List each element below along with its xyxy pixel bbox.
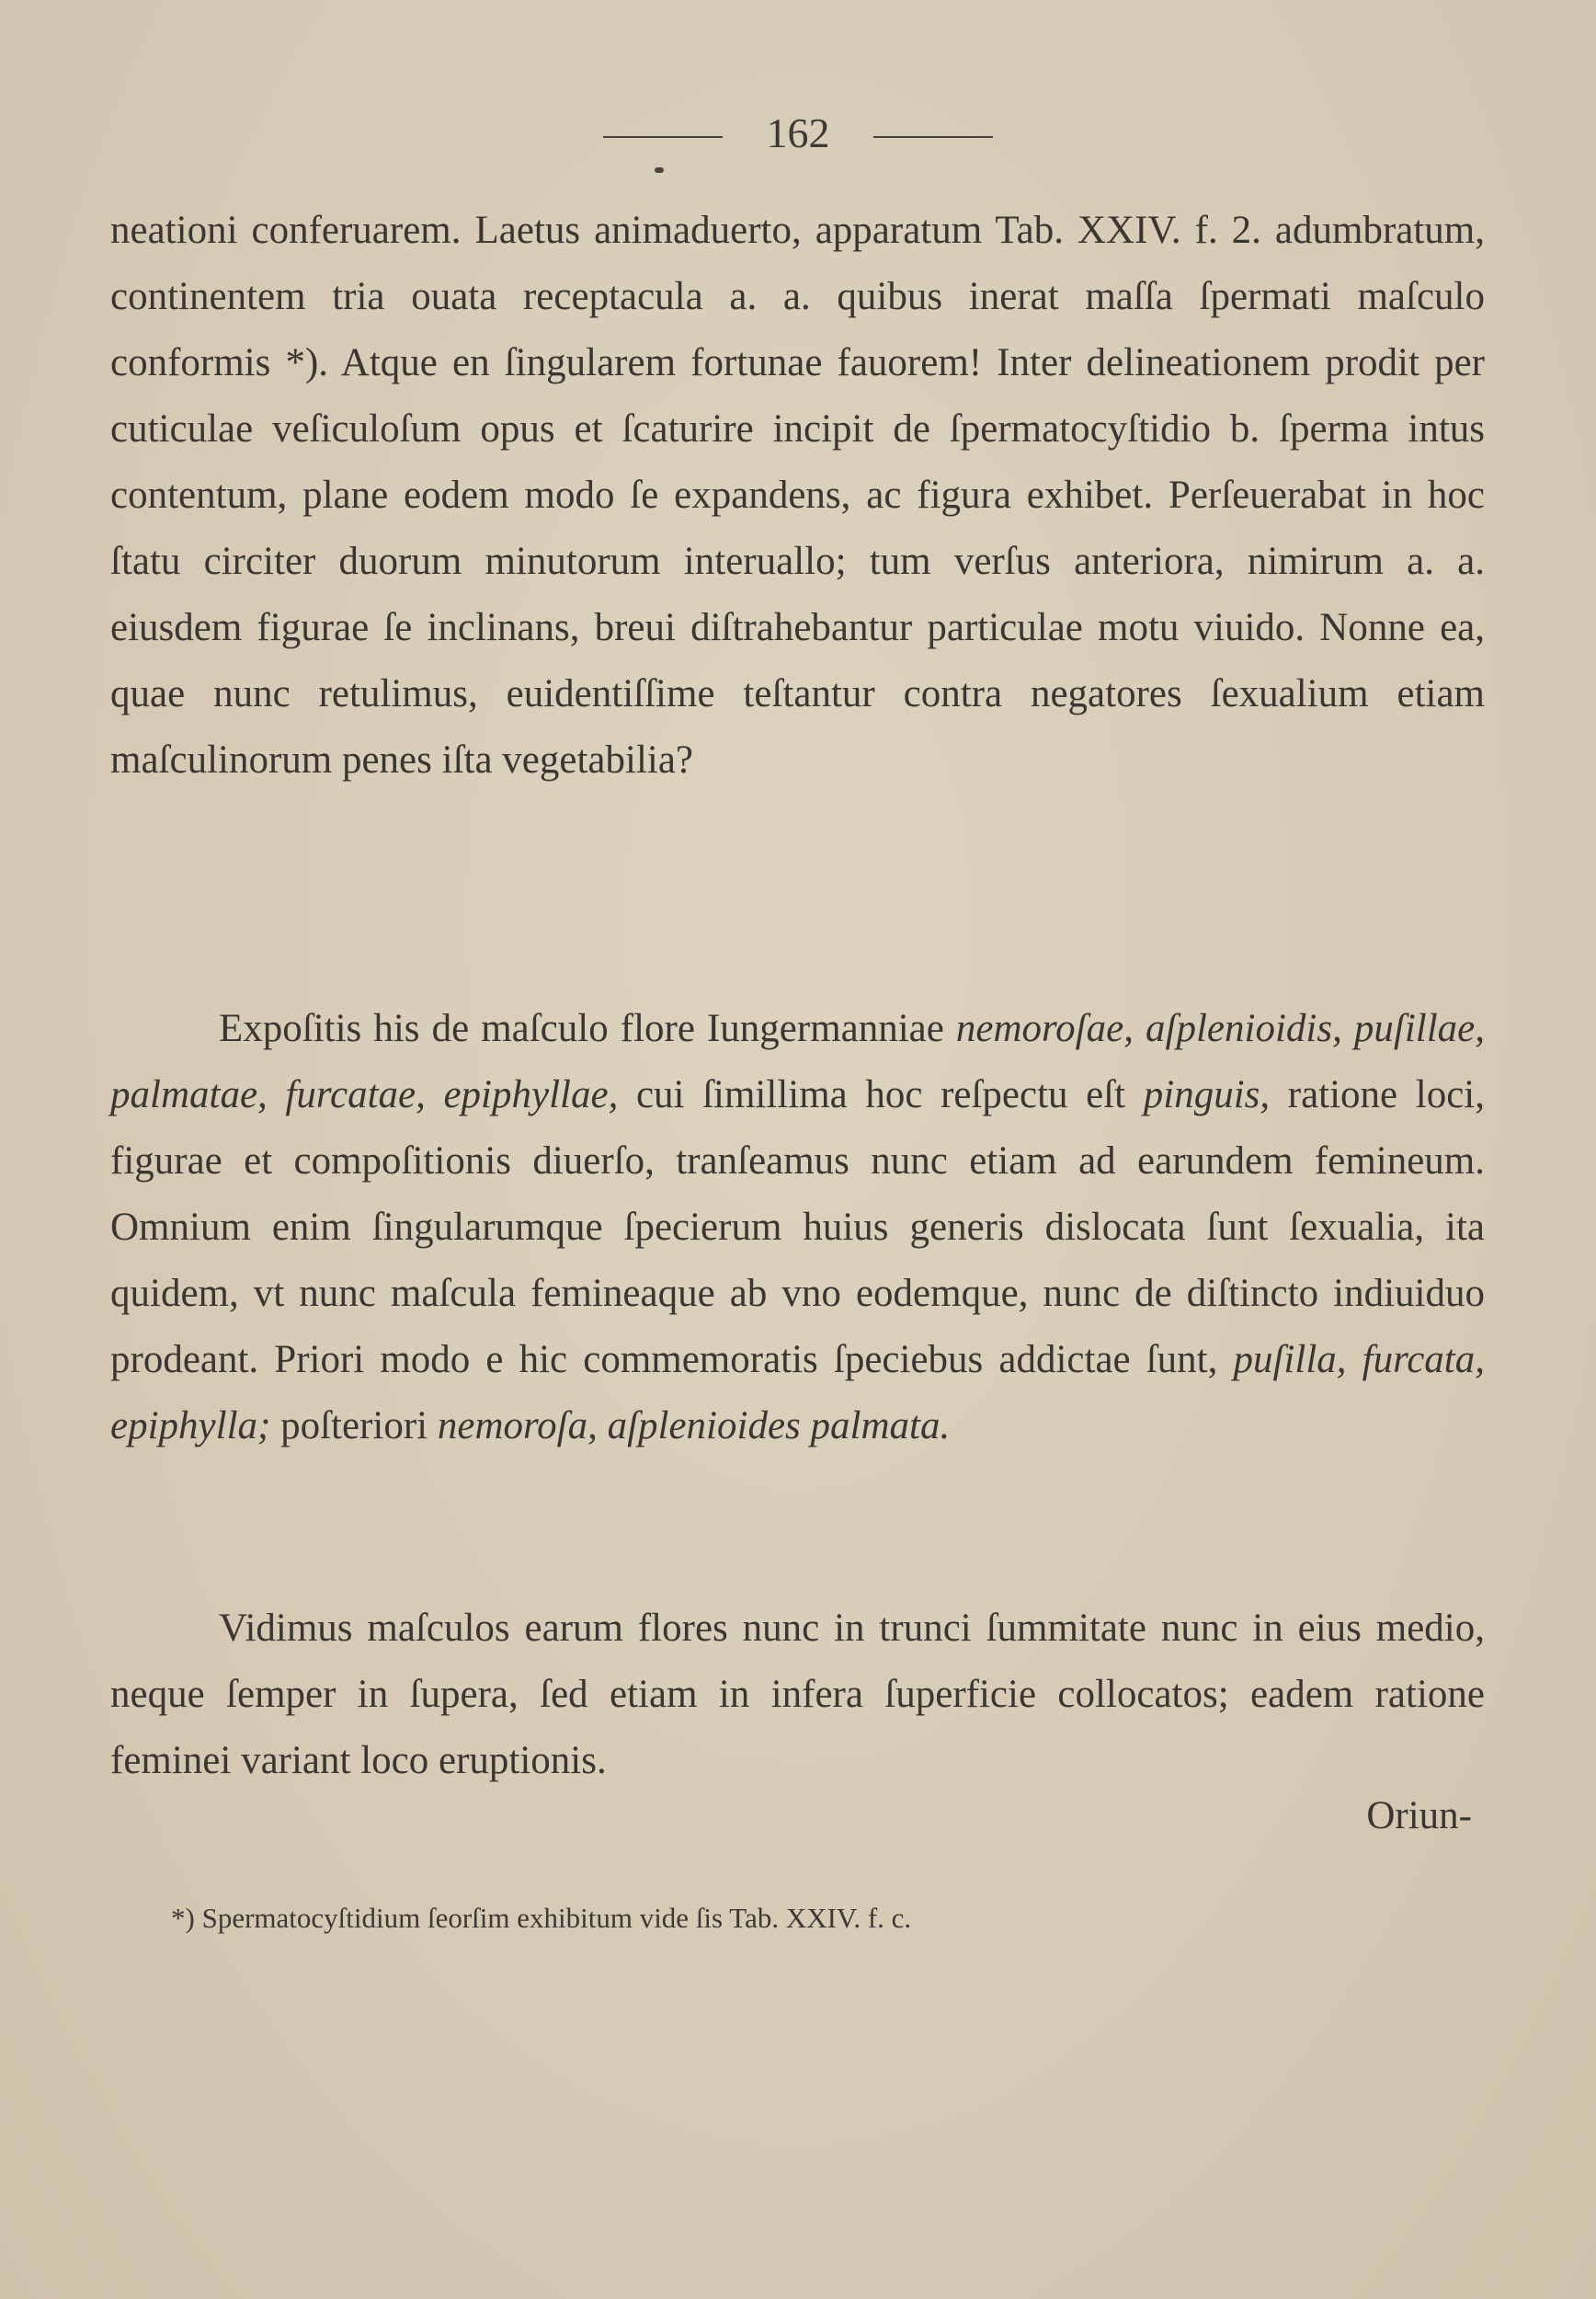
p2-species-list-1: nemoroſae, aſplenioidis, puſillae, palmatae, furcatae, epiphyllae, bbox=[110, 1007, 1485, 1116]
footnote: *) Spermatocyſtidium ſeorſim exhibitum vide ſis Tab. XXIV. f. c. bbox=[171, 1902, 912, 1934]
paragraph-1 bbox=[110, 198, 1485, 794]
header-rule-left bbox=[603, 136, 723, 138]
paragraph-2-text bbox=[110, 996, 1485, 1459]
p2-species-list-4: nemoroſa, aſplenioides palmata. bbox=[437, 1404, 951, 1447]
paragraph-2 bbox=[110, 996, 1485, 1459]
page-header bbox=[0, 109, 1596, 157]
p2-species-list-3: puſilla, furcata, epiphylla; bbox=[110, 1338, 1485, 1447]
p2-mid-3: poſteriori bbox=[270, 1404, 438, 1447]
paragraph-1-text: neationi conferuarem. Laetus animaduerto, apparatum Tab. XXIV. f. 2. adumbratum, continentem tria ouata receptacula a. a. quibus inerat maſſa ſpermati maſculo conformis *). Atque en ſingularem fortunae fauorem! Inter delineationem prodit per cuticulae veſiculoſum opus et ſcaturire incipit de ſpermatocyſtidio b. ſperma intus contentum, plane eodem modo ſe expandens, ac figura exhibet. Perſeuerabat in hoc ſtatu circiter duorum minutorum interuallo; tum verſus anteriora, nimirum a. a. eiusdem figurae ſe inclinans, breui diſtrahebantur particulae motu viuido. Nonne ea, quae nunc retulimus, euidentiſſime teſtantur contra negatores ſexualium etiam maſculinorum penes iſta vegetabilia? bbox=[110, 209, 1485, 782]
header-rule-right bbox=[873, 136, 993, 138]
catchword: Oriun- bbox=[1366, 1794, 1472, 1837]
p2-lead: Expoſitis his de maſculo flore Iungermanniae bbox=[219, 1007, 956, 1050]
paragraph-3 bbox=[110, 1596, 1485, 1794]
p2-mid-2: ratione loci, figurae et compoſitionis diuerſo, tranſeamus nunc etiam ad earundem femineum. Omnium enim ſingularumque ſpecierum huius generis dislocata ſunt ſexualia, ita quidem, vt nunc maſcula femineaque ab vno eodemque, nunc de diſtincto indiuiduo prodeant. Priori modo e hic commemoratis ſpeciebus addictae ſunt, bbox=[110, 1073, 1485, 1381]
page-number: 162 bbox=[766, 109, 830, 156]
p2-mid-1: cui ſimillima hoc reſpectu eſt bbox=[618, 1073, 1144, 1116]
paragraph-3-text: Vidimus maſculos earum flores nunc in trunci ſummitate nunc in eius medio, neque ſemper in ſupera, ſed etiam in infera ſuperficie collocatos; eadem ratione feminei variant loco eruptionis. bbox=[110, 1607, 1485, 1782]
p2-species-list-2: pinguis, bbox=[1143, 1073, 1271, 1116]
